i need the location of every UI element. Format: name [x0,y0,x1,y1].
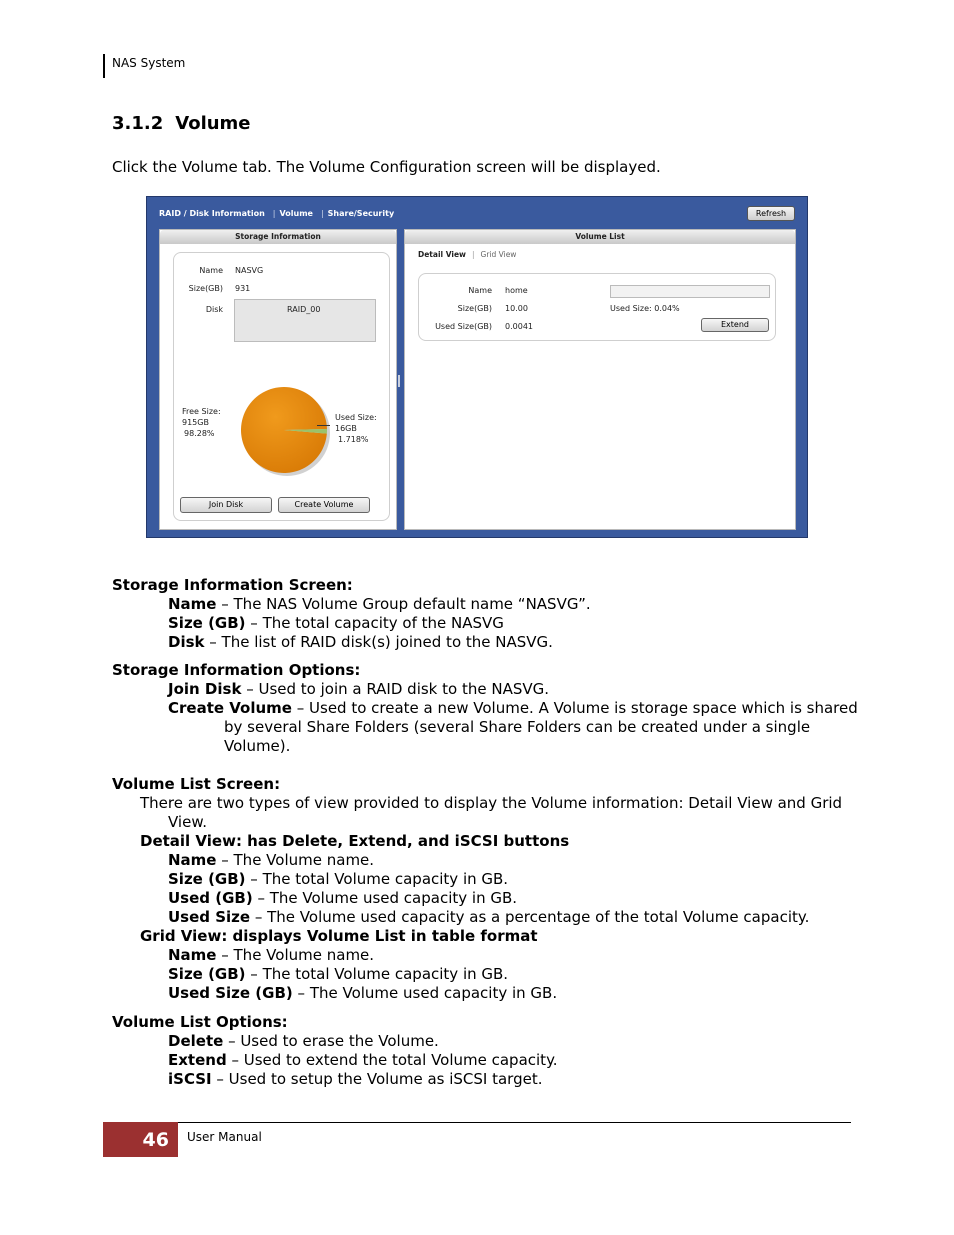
volume-used-label: Used Size(GB) [435,322,492,331]
tab-detail-view[interactable]: Detail View [418,250,466,259]
def-sis-size: Size (GB) – The total capacity of the NASVG [168,614,504,632]
section-title: Volume [175,113,251,134]
def-vlo-extend: Extend – Used to extend the total Volume capacity. [168,1051,558,1069]
def-gv-size: Size (GB) – The total Volume capacity in GB. [168,965,509,983]
create-volume-button[interactable]: Create Volume [278,497,370,513]
tab-raid-disk-info[interactable]: RAID / Disk Information [159,209,265,218]
def-sio-join: Join Disk – Used to join a RAID disk to the NASVG. [168,680,550,698]
free-size-label: Free Size: [182,407,221,416]
intro-paragraph: Click the Volume tab. The Volume Configuration screen will be displayed. [112,158,661,176]
storage-size-value: 931 [235,284,251,293]
used-size-label: Used Size: [335,413,377,422]
storage-panel-title: Storage Information [160,230,396,244]
storage-name-label: Name [199,266,223,275]
storage-info-options-heading: Storage Information Options: [112,661,361,679]
def-gv-used: Used Size (GB) – The Volume used capacity in GB. [168,984,558,1002]
storage-information-panel [159,229,397,530]
page-number: 46 [103,1122,178,1157]
volume-used-value: 0.0041 [505,322,533,331]
tab-grid-view[interactable]: Grid View [480,250,517,259]
header-rule [103,54,105,78]
top-tab-bar: RAID / Disk Information | Volume | Share/Security [159,209,395,218]
volume-list-screen-heading: Volume List Screen: [112,775,281,793]
volume-size-value: 10.00 [505,304,528,313]
running-header: NAS System [112,56,186,70]
storage-size-label: Size(GB) [188,284,223,293]
storage-name-value: NASVG [235,266,264,275]
def-sis-disk: Disk – The list of RAID disk(s) joined to the NASVG. [168,633,553,651]
def-sis-name: Name – The NAS Volume Group default name “NASVG”. [168,595,591,613]
volume-used-size-text: Used Size: 0.04% [610,304,680,313]
used-size-percent: 1.718% [338,435,369,444]
def-sio-create: Create Volume – Used to create a new Volume. A Volume is storage space which is shared by several Share Folders (several Share Folders can be created under a single Volume). [168,699,858,755]
volume-list-intro: There are two types of view provided to display the Volume information: Detail View and Grid View. [140,794,843,831]
volume-size-label: Size(GB) [457,304,492,313]
extend-button[interactable]: Extend [701,318,769,332]
def-dv-used-size: Used Size – The Volume used capacity as a percentage of the total Volume capacity. [168,908,810,926]
footer-rule [178,1122,851,1123]
free-size-percent: 98.28% [184,429,215,438]
def-vlo-iscsi: iSCSI – Used to setup the Volume as iSCSI target. [168,1070,543,1088]
used-size-progress-bar [610,285,770,298]
storage-pie-chart [236,381,332,477]
storage-info-screen-heading: Storage Information Screen: [112,576,353,594]
disk-list[interactable] [234,299,376,342]
used-size-value: 16GB [335,424,357,433]
section-number: 3.1.2 [112,113,164,134]
def-dv-size: Size (GB) – The total Volume capacity in GB. [168,870,509,888]
volume-name-value: home [505,286,528,295]
disk-list-item[interactable]: RAID_00 [287,305,321,314]
refresh-button[interactable]: Refresh [747,206,795,221]
join-disk-button[interactable]: Join Disk [180,497,272,513]
used-leader-line [317,425,330,426]
free-size-value: 915GB [182,418,209,427]
running-footer: User Manual [187,1130,262,1144]
detail-view-heading: Detail View: has Delete, Extend, and iSCSI buttons [140,832,570,850]
grid-view-heading: Grid View: displays Volume List in table format [140,927,538,945]
volume-list-panel [404,229,796,530]
def-vlo-delete: Delete – Used to erase the Volume. [168,1032,439,1050]
volume-config-screenshot [146,196,808,538]
panel-splitter-handle[interactable] [398,375,400,387]
volume-panel-title: Volume List [405,230,795,244]
section-heading [112,113,251,134]
storage-disk-label: Disk [205,305,223,314]
document-body [112,576,872,1089]
tab-share-security[interactable]: Share/Security [327,209,395,218]
def-gv-name: Name – The Volume name. [168,946,375,964]
volume-detail-box [418,273,776,341]
volume-view-tabs: Detail View | Grid View [418,250,517,259]
volume-name-label: Name [468,286,492,295]
storage-info-box [173,252,390,521]
tab-volume[interactable]: Volume [279,209,313,218]
def-dv-used: Used (GB) – The Volume used capacity in GB. [168,889,518,907]
volume-list-options-heading: Volume List Options: [112,1013,288,1031]
def-dv-name: Name – The Volume name. [168,851,375,869]
